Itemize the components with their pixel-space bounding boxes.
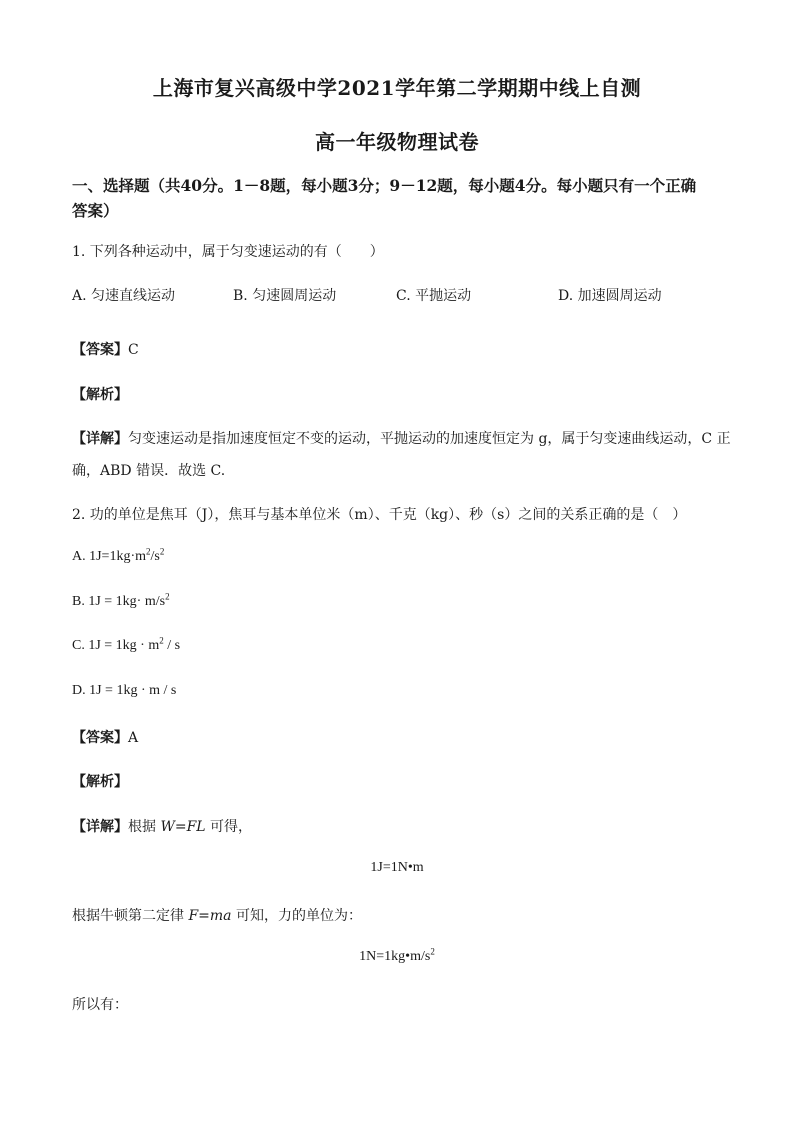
- answer-tag: 【答案】: [72, 342, 128, 358]
- conclusion: 所以有：: [72, 997, 128, 1013]
- analysis-tag: 【解析】: [72, 387, 128, 403]
- question-2-stem: 2. 功的单位是焦耳（J），焦耳与基本单位米（m）、千克（kg）、秒（s）之间的关系正确的是（ ）: [72, 507, 687, 523]
- detail-text: 根据: [128, 819, 161, 835]
- q1-option-a: A. 匀速直线运动: [72, 288, 176, 304]
- superscript: 2: [165, 591, 170, 602]
- detail-text: 匀变速运动是指加速度恒定不变的运动，平抛运动的加速度恒定为 g，属于匀变速曲线运动，C 正: [128, 431, 731, 447]
- newton-text: 可知，力的单位为：: [231, 908, 362, 924]
- q1-option-b: B. 匀速圆周运动: [233, 288, 337, 304]
- q1-analysis: [72, 384, 128, 404]
- q2-option-a-text: A. 1J=1kg·m: [72, 549, 147, 564]
- q2-option-b-text: B. 1J = 1kg· m/s: [72, 594, 166, 609]
- q2-option-c-text2: / s: [163, 638, 181, 653]
- q1-answer: [72, 339, 139, 359]
- q1-detail-line2: 确，ABD 错误．故选 C.: [72, 463, 226, 479]
- answer-value: A: [128, 730, 139, 746]
- q2-analysis: [72, 771, 128, 791]
- equation-2-text: 1N=1kg•m/s: [359, 949, 431, 964]
- q1-detail-line1: [72, 428, 731, 448]
- q2-newton: [72, 905, 362, 925]
- q1-option-c: C. 平抛运动: [396, 288, 472, 304]
- formula: F=ma: [188, 908, 232, 924]
- q2-answer: [72, 727, 138, 747]
- superscript: 2: [146, 546, 151, 557]
- q2-detail: [72, 816, 252, 836]
- q2-option-c: [72, 635, 181, 654]
- question-1-stem: 1. 下列各种运动中，属于匀变速运动的有（ ）: [72, 244, 384, 260]
- q2-option-c-text: C. 1J = 1kg · m: [72, 638, 160, 653]
- answer-value: C: [128, 342, 139, 358]
- superscript: 2: [430, 946, 435, 957]
- section-heading-line2: 答案）: [72, 201, 119, 220]
- section-heading-line1: 一、选择题（共40分。1－8题，每小题3分；9－12题，每小题4分。每小题只有一个正确: [72, 176, 697, 195]
- page-subtitle: 高一年级物理试卷: [315, 130, 479, 154]
- q2-option-a-text2: /s: [150, 549, 160, 564]
- q2-option-b: [72, 591, 170, 610]
- answer-tag: 【答案】: [72, 730, 128, 746]
- q2-option-d: D. 1J = 1kg · m / s: [72, 683, 177, 698]
- superscript: 2: [159, 546, 165, 557]
- formula: W=FL: [160, 819, 206, 835]
- detail-text: 可得，: [205, 819, 253, 835]
- equation-2: [0, 946, 794, 965]
- q1-option-d: D. 加速圆周运动: [558, 288, 662, 304]
- q2-option-a: [72, 546, 165, 565]
- page-title: 上海市复兴高级中学2021学年第二学期期中线上自测: [152, 76, 642, 100]
- analysis-tag: 【解析】: [72, 774, 128, 790]
- detail-tag: 【详解】: [72, 819, 128, 835]
- newton-text: 根据牛顿第二定律: [72, 908, 189, 924]
- superscript: 2: [159, 635, 164, 646]
- equation-1: 1J=1N•m: [370, 860, 424, 875]
- detail-tag: 【详解】: [72, 431, 128, 447]
